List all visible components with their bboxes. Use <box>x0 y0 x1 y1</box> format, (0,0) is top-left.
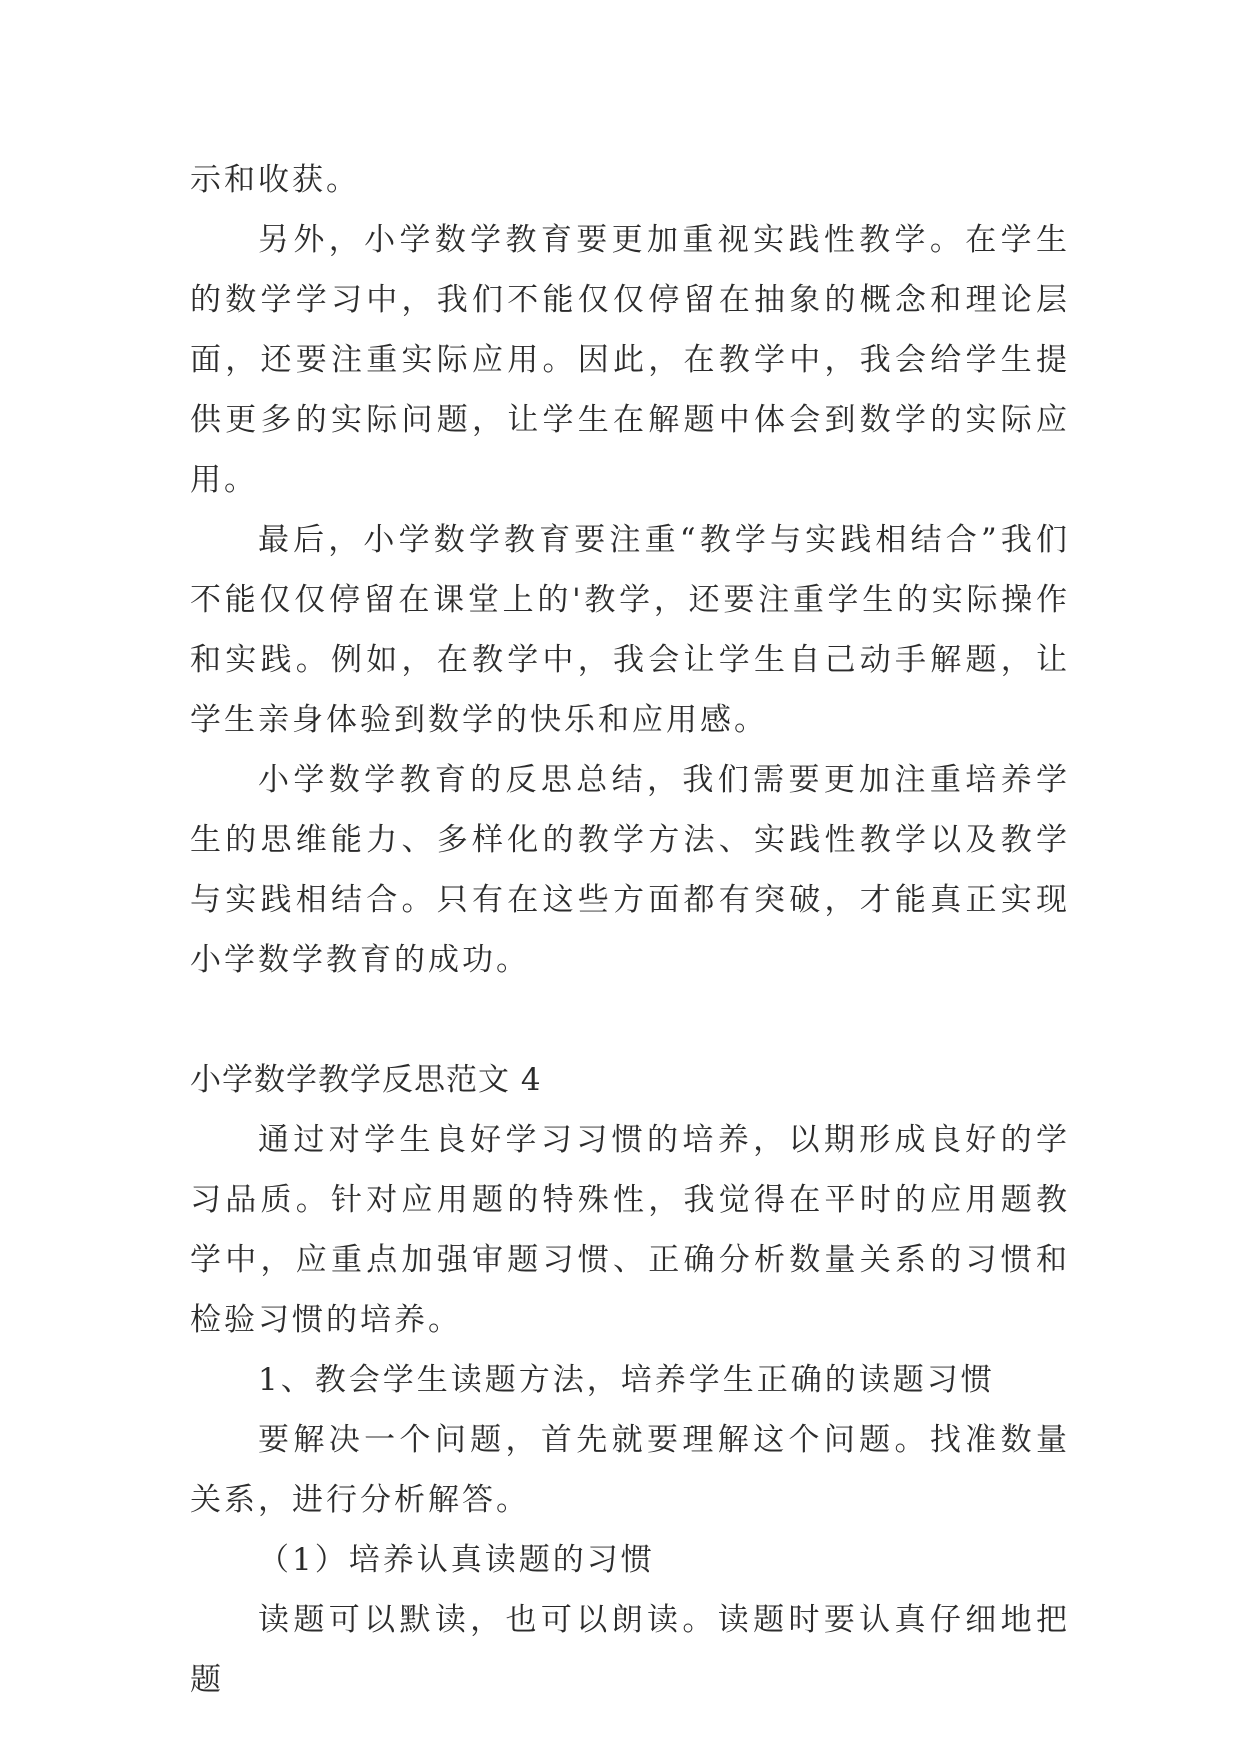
list-item-reading-method: 1、教会学生读题方法，培养学生正确的读题习惯 <box>258 1362 995 1398</box>
paragraph-understand-problem: 要解决一个问题，首先就要理解这个问题。找准数量关系，进行分析解答。 <box>190 1422 1070 1518</box>
paragraph-study-habits: 通过对学生良好学习习惯的培养，以期形成良好的学习品质。针对应用题的特殊性，我觉得在平时的应用题教学中，应重点加强审题习惯、正确分析数量关系的习惯和检验习惯的培养。 <box>190 1122 1070 1338</box>
paragraph-teaching-practice: 最后，小学数学教育要注重“教学与实践相结合”我们不能仅仅停留在课堂上的'教学，还要注重学生的实际操作和实践。例如，在教学中，我会让学生自己动手解题，让学生亲身体验到数学的快乐和应用感。 <box>190 522 1070 738</box>
document-body <box>190 150 1070 1710</box>
paragraph-practical-teaching: 另外，小学数学教育要更加重视实践性教学。在学生的数学学习中，我们不能仅仅停留在抽象的概念和理论层面，还要注重实际应用。因此，在教学中，我会给学生提供更多的实际问题，让学生在解题中体会到数学的实际应用。 <box>190 222 1070 498</box>
section-heading: 小学数学教学反思范文 4 <box>190 1062 542 1098</box>
paragraph-continuation: 示和收获。 <box>190 162 360 198</box>
sub-item-careful-reading: （1）培养认真读题的习惯 <box>258 1542 655 1578</box>
paragraph-reading-aloud: 读题可以默读，也可以朗读。读题时要认真仔细地把题 <box>190 1602 1070 1698</box>
paragraph-summary: 小学数学教育的反思总结，我们需要更加注重培养学生的思维能力、多样化的教学方法、实践性教学以及教学与实践相结合。只有在这些方面都有突破，才能真正实现小学数学教育的成功。 <box>190 762 1070 978</box>
